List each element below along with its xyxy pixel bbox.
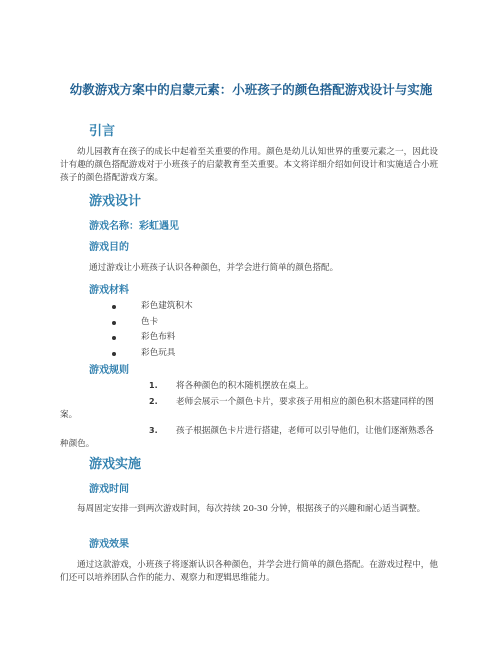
material-label: 彩色玩具 [141, 347, 176, 358]
list-item [112, 299, 193, 315]
time-paragraph: 每周固定安排一到两次游戏时间，每次持续 20-30 分钟，根据孩子的兴趣和耐心适当调整。 [77, 504, 426, 514]
list-item [112, 330, 193, 346]
intro-paragraph: 幼儿园教育在孩子的成长中起着至关重要的作用。颜色是幼儿认知世界的重要元素之一，因此设计有趣的颜色搭配游戏对于小班孩子的启蒙教育至关重要。本文将详细介绍如何设计和实施适合小班孩子的颜色搭配游戏方案。 [60, 147, 439, 183]
list-item [60, 379, 440, 393]
rule-text: 将各种颜色的积木随机摆放在桌上。 [176, 381, 314, 391]
list-item [112, 315, 193, 331]
rule-number: 3. [149, 426, 158, 435]
intro-heading: 引言 [89, 124, 116, 139]
material-label: 彩色建筑积木 [141, 301, 193, 311]
time-heading: 游戏时间 [89, 484, 129, 495]
rule-number: 1. [149, 381, 158, 390]
materials-heading: 游戏材料 [89, 285, 129, 296]
rules-list [60, 379, 440, 453]
rule-text: 孩子根据颜色卡片进行搭建，老师可以引导他们，让他们逐渐熟悉各种颜色。 [60, 426, 434, 449]
materials-list [112, 299, 193, 361]
goal-heading: 游戏目的 [89, 242, 129, 253]
material-label: 彩色布料 [141, 332, 176, 343]
implementation-heading: 游戏实施 [89, 457, 142, 472]
goal-paragraph: 通过游戏让小班孩子认识各种颜色，并学会进行简单的颜色搭配。 [89, 263, 339, 273]
effect-heading: 游戏效果 [89, 539, 129, 550]
rule-number: 2. [149, 397, 158, 406]
bullet-icon [112, 321, 116, 325]
rules-heading: 游戏规则 [89, 365, 129, 376]
effect-paragraph: 通过这款游戏，小班孩子将逐渐认识各种颜色，并学会进行简单的颜色搭配。在游戏过程中，他们还可以培养团队合作的能力、观察力和逻辑思维能力。 [60, 560, 438, 583]
list-item [60, 395, 440, 422]
bullet-icon [112, 352, 116, 356]
material-label: 色卡 [141, 316, 159, 327]
bullet-icon [112, 336, 116, 340]
game-name-heading: 游戏名称：彩虹遇见 [89, 221, 179, 232]
list-item [112, 346, 193, 362]
list-item [60, 424, 440, 451]
document-title: 幼教游戏方案中的启蒙元素：小班孩子的颜色搭配游戏设计与实施 [69, 82, 433, 97]
bullet-icon [112, 305, 116, 309]
design-heading: 游戏设计 [89, 194, 142, 209]
rule-text: 老师会展示一个颜色卡片，要求孩子用相应的颜色积木搭建同样的图案。 [60, 397, 434, 420]
